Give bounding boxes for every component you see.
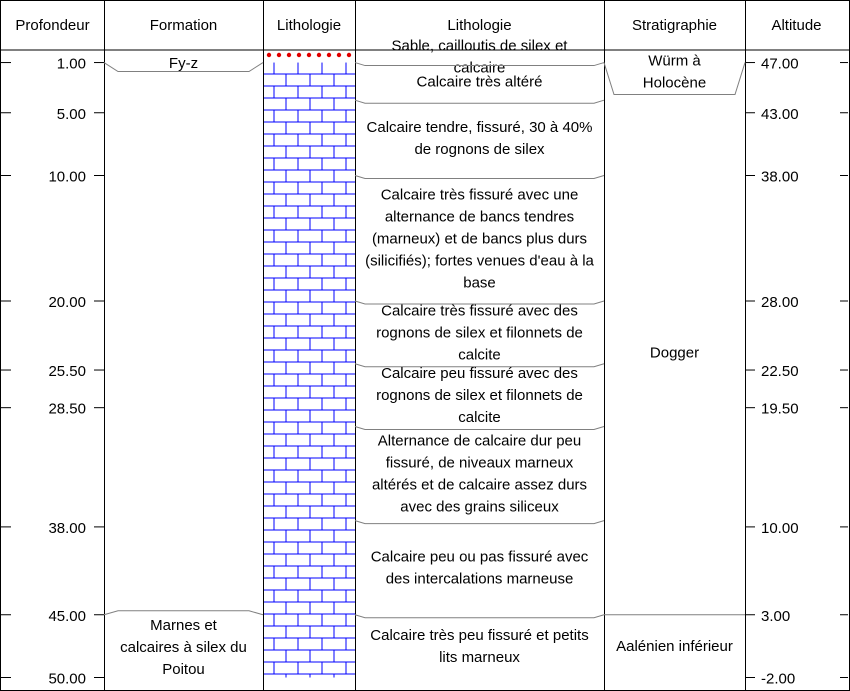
depth-label: 38.00 <box>48 519 86 537</box>
header-lithology-pattern: Lithologie <box>276 17 342 34</box>
topsoil-dot <box>307 53 311 57</box>
lithology-unit-line: Calcaire très peu fissuré et petits <box>370 627 589 645</box>
lithology-boundary <box>355 427 604 430</box>
altitude-label: 47.00 <box>761 55 799 73</box>
topsoil-dot <box>287 53 291 57</box>
lithology-unit-line: des intercalations marneuse <box>385 570 574 588</box>
altitude-label: 22.50 <box>761 363 799 381</box>
altitude-label: 19.50 <box>761 400 799 418</box>
lithology-unit-line: calcite <box>458 409 501 427</box>
lithology-unit-line: altérés et de calcaire assez durs <box>371 476 588 494</box>
topsoil-dot <box>267 53 271 57</box>
lithology-unit-line: base <box>463 274 496 292</box>
topsoil-dot <box>327 53 331 57</box>
formation-marnes-line: Poitou <box>162 661 205 679</box>
lithology-unit-line: Calcaire peu fissuré avec des <box>381 365 578 383</box>
topsoil-dot <box>347 53 351 57</box>
lithology-unit-line: avec des grains siliceux <box>400 498 559 516</box>
formation-boundary <box>104 611 263 615</box>
depth-label: 5.00 <box>56 105 86 123</box>
altitude-label: 10.00 <box>761 519 799 537</box>
stratigraphy-wurm-line: Würm à <box>648 52 701 70</box>
stratigraphy-wurm-line: Holocène <box>642 74 707 92</box>
lithology-boundary <box>355 100 604 103</box>
lithology-unit-line: calcaire <box>453 59 506 77</box>
limestone-brick-fill <box>263 63 355 678</box>
formation-marnes-line: Marnes et <box>150 617 217 635</box>
altitude-label: 3.00 <box>761 607 791 625</box>
depth-label: 25.50 <box>48 363 86 381</box>
lithology-unit-line: calcite <box>458 346 501 364</box>
altitude-label: 43.00 <box>761 105 799 123</box>
altitude-label: 28.00 <box>761 294 799 311</box>
formation-fy-z: Fy-z <box>168 55 199 72</box>
formation-marnes-line: calcaires à silex du <box>120 639 247 657</box>
lithology-unit-line: Sable, cailloutis de silex et <box>391 37 568 55</box>
lithology-unit-line: lits marneux <box>439 649 520 667</box>
depth-label: 50.00 <box>48 670 86 688</box>
lithology-unit-line: Calcaire peu ou pas fissuré avec <box>370 548 589 566</box>
topsoil-dot <box>297 53 301 57</box>
lithology-unit-line: rognons de silex et filonnets de <box>376 324 583 342</box>
lithology-unit-line: Calcaire très fissuré avec des <box>381 302 578 320</box>
header-lithology: Lithologie <box>447 17 512 34</box>
lithology-unit-line: Calcaire très altéré <box>416 73 543 91</box>
lithology-unit-line: de rognons de silex <box>414 140 545 158</box>
lithology-unit-line: alternance de bancs tendres <box>384 208 575 226</box>
header-depth: Profondeur <box>15 17 90 34</box>
topsoil-dot <box>317 53 321 57</box>
topsoil-dot <box>337 53 341 57</box>
lithology-unit-line: rognons de silex et filonnets de <box>376 387 583 405</box>
header-altitude: Altitude <box>771 17 822 34</box>
stratigraphy-dogger: Dogger <box>649 344 700 362</box>
lithology-unit-line: Calcaire très fissuré avec une <box>380 186 579 204</box>
lithology-unit-line: (marneux) et de bancs plus durs <box>371 230 588 248</box>
stratigraphy-aalenien-line: Aalénien inférieur <box>616 638 733 656</box>
lithology-boundary <box>355 615 604 618</box>
depth-label: 10.00 <box>48 168 86 186</box>
header-stratigraphy: Stratigraphie <box>631 17 718 34</box>
depth-label: 28.50 <box>48 400 86 418</box>
altitude-label: 38.00 <box>761 168 799 186</box>
lithology-boundary <box>355 521 604 524</box>
depth-label: 1.00 <box>56 55 86 73</box>
lithology-boundary <box>355 176 604 179</box>
topsoil-dot <box>277 53 281 57</box>
lithology-unit-line: Alternance de calcaire dur peu <box>377 432 582 450</box>
header-formation: Formation <box>149 17 218 34</box>
lithology-unit-line: (silicifiés); fortes venues d'eau à la <box>365 252 594 270</box>
depth-label: 20.00 <box>48 294 86 311</box>
lithology-unit-line: fissuré, de niveaux marneux <box>385 454 574 472</box>
lithology-unit-line: Calcaire tendre, fissuré, 30 à 40% <box>366 118 593 136</box>
altitude-label: -2.00 <box>761 670 796 688</box>
depth-label: 45.00 <box>48 607 86 625</box>
